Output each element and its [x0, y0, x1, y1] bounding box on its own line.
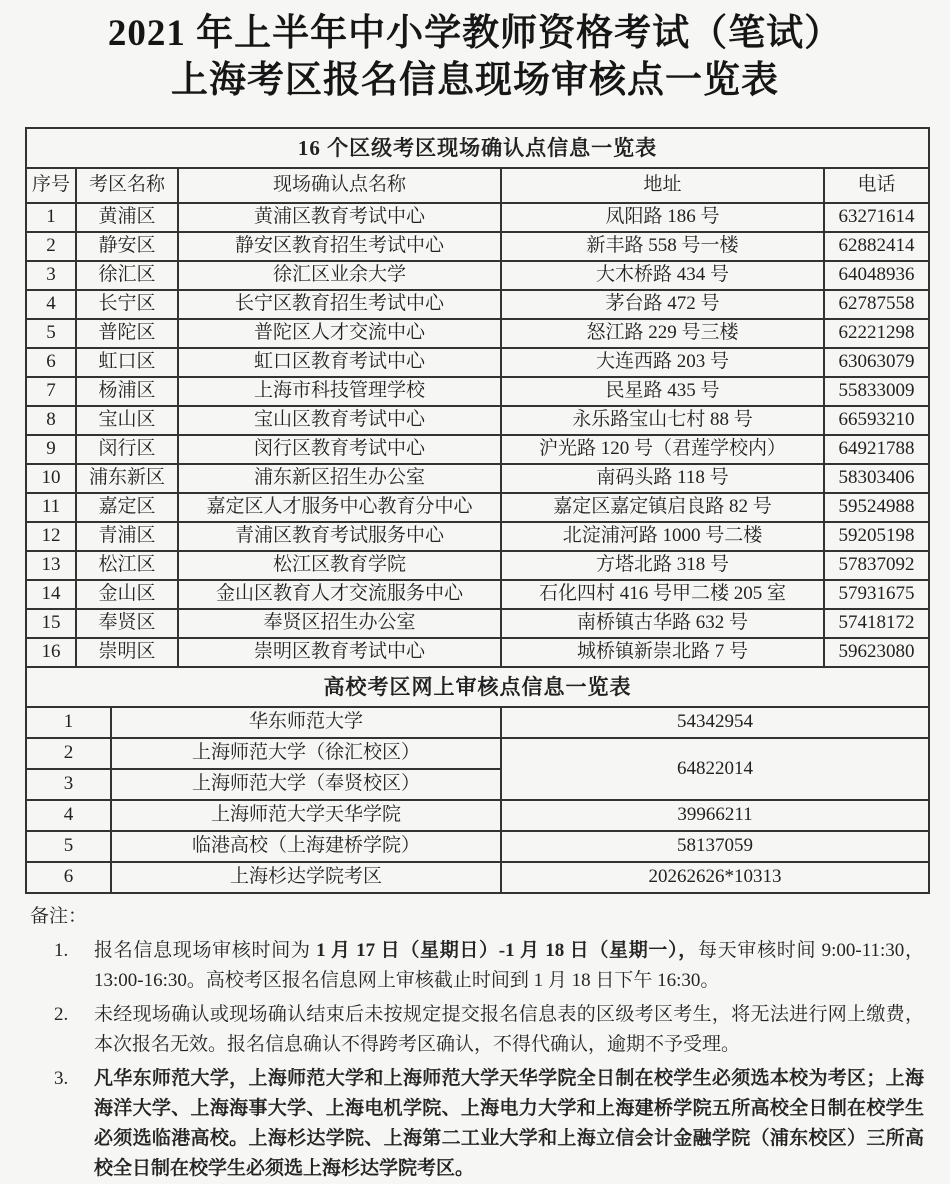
cell-address: 沪光路 120 号（君莲学校内）: [501, 435, 824, 464]
cell-site-name: 徐汇区业余大学: [178, 261, 501, 290]
cell-phone: 39966211: [501, 800, 929, 831]
cell-phone: 59524988: [824, 493, 929, 522]
cell-phone: 66593210: [824, 406, 929, 435]
cell-index: 3: [26, 261, 76, 290]
note-item: [30, 1000, 924, 1060]
note-text: [94, 1000, 924, 1060]
table-row: [26, 800, 929, 831]
note-item: [30, 1064, 924, 1184]
cell-phone: 63063079: [824, 348, 929, 377]
cell-site-name: 静安区教育招生考试中心: [178, 232, 501, 261]
note-segment: 1 月 17 日（星期日）-1 月 18 日（星期一），: [316, 939, 699, 961]
cell-index: 9: [26, 435, 76, 464]
cell-university-name: 上海师范大学（奉贤校区）: [111, 769, 501, 800]
cell-district-name: 金山区: [76, 580, 178, 609]
note-item: [30, 936, 924, 996]
cell-index: 15: [26, 609, 76, 638]
cell-address: 大连西路 203 号: [501, 348, 824, 377]
cell-university-name: 上海师范大学天华学院: [111, 800, 501, 831]
cell-index: 6: [26, 862, 111, 893]
cell-address: 方塔北路 318 号: [501, 551, 824, 580]
cell-district-name: 奉贤区: [76, 609, 178, 638]
cell-district-name: 黄浦区: [76, 203, 178, 232]
col-header-address: 地址: [501, 168, 824, 203]
district-table-body: [26, 203, 929, 667]
table-row: [26, 232, 929, 261]
table-row: [26, 493, 929, 522]
cell-index: 1: [26, 707, 111, 738]
note-text: [94, 936, 924, 996]
cell-phone: 58137059: [501, 831, 929, 862]
table-row: [26, 203, 929, 232]
cell-phone: 64048936: [824, 261, 929, 290]
notes-label: 备注：: [30, 905, 88, 927]
col-header-index: 序号: [26, 168, 76, 203]
cell-phone: 64921788: [824, 435, 929, 464]
cell-district-name: 宝山区: [76, 406, 178, 435]
cell-index: 2: [26, 738, 111, 769]
district-section-row: [26, 128, 929, 168]
cell-address: 凤阳路 186 号: [501, 203, 824, 232]
cell-site-name: 黄浦区教育考试中心: [178, 203, 501, 232]
note-segment: 报名信息现场审核时间为: [94, 939, 317, 961]
cell-phone: 57837092: [824, 551, 929, 580]
cell-phone: 20262626*10313: [501, 862, 929, 893]
note-number: 2.: [54, 1003, 69, 1025]
cell-district-name: 虹口区: [76, 348, 178, 377]
cell-university-name: 上海杉达学院考区: [111, 862, 501, 893]
notes-list: [30, 936, 924, 1184]
table-row: [26, 551, 929, 580]
cell-phone: 63271614: [824, 203, 929, 232]
table-row: [26, 738, 929, 769]
cell-university-name: 临港高校（上海建桥学院）: [111, 831, 501, 862]
note-segment: 凡华东师范大学，上海师范大学和上海师范大学天华学院全日制在校学生必须选本校为考区；上海海洋大学、上海海事大学、上海电机学院、上海电力大学和上海建桥学院五所高校全日制在校学生必须选临港高校。上海杉达学院、上海第二工业大学和上海立信会计金融学院（浦东校区）三所高校全日制在校学生必须选上海杉达学院考区。: [94, 1067, 924, 1179]
cell-index: 14: [26, 580, 76, 609]
cell-site-name: 崇明区教育考试中心: [178, 638, 501, 667]
cell-district-name: 静安区: [76, 232, 178, 261]
table-row: [26, 348, 929, 377]
cell-phone: 64822014: [501, 738, 929, 800]
col-header-site: 现场确认点名称: [178, 168, 501, 203]
cell-district-name: 青浦区: [76, 522, 178, 551]
cell-district-name: 闵行区: [76, 435, 178, 464]
cell-site-name: 松江区教育学院: [178, 551, 501, 580]
note-number: 1.: [54, 939, 69, 961]
table-row: [26, 261, 929, 290]
table-row: [26, 290, 929, 319]
note-segment: 未经现场确认或现场确认结束后未按规定提交报名信息表的区级考区考生，将无法进行网上缴费，本次报名无效。报名信息确认不得跨考区确认，不得代确认，逾期不予受理。: [94, 1003, 924, 1055]
cell-address: 永乐路宝山七村 88 号: [501, 406, 824, 435]
table-row: [26, 707, 929, 738]
cell-phone: 62221298: [824, 319, 929, 348]
cell-phone: 62882414: [824, 232, 929, 261]
cell-address: 北淀浦河路 1000 号二楼: [501, 522, 824, 551]
table-row: [26, 522, 929, 551]
col-header-phone: 电话: [824, 168, 929, 203]
cell-address: 怒江路 229 号三楼: [501, 319, 824, 348]
university-table-section-title: 高校考区网上审核点信息一览表: [26, 667, 929, 707]
cell-site-name: 长宁区教育招生考试中心: [178, 290, 501, 319]
page-title: [0, 0, 950, 105]
table-row: [26, 580, 929, 609]
university-section-row: [26, 667, 929, 707]
cell-district-name: 浦东新区: [76, 464, 178, 493]
cell-address: 南桥镇古华路 632 号: [501, 609, 824, 638]
table-row: [26, 464, 929, 493]
notes-section: [30, 902, 924, 1184]
cell-phone: 62787558: [824, 290, 929, 319]
cell-address: 南码头路 118 号: [501, 464, 824, 493]
cell-site-name: 嘉定区人才服务中心教育分中心: [178, 493, 501, 522]
cell-index: 3: [26, 769, 111, 800]
cell-site-name: 上海市科技管理学校: [178, 377, 501, 406]
cell-university-name: 上海师范大学（徐汇校区）: [111, 738, 501, 769]
district-table-header-row: [26, 168, 929, 203]
university-table: [25, 666, 930, 894]
cell-site-name: 虹口区教育考试中心: [178, 348, 501, 377]
table-row: [26, 377, 929, 406]
cell-address: 石化四村 416 号甲二楼 205 室: [501, 580, 824, 609]
table-row: [26, 319, 929, 348]
note-segment: 每天审核时间 9:00-11:30，13:00-16:30。高校考区报名信息网上审核截止时间到 1 月 18 日下午 16:30。: [94, 939, 925, 991]
cell-site-name: 闵行区教育考试中心: [178, 435, 501, 464]
cell-index: 13: [26, 551, 76, 580]
cell-phone: 57418172: [824, 609, 929, 638]
cell-district-name: 长宁区: [76, 290, 178, 319]
cell-university-name: 华东师范大学: [111, 707, 501, 738]
col-header-district: 考区名称: [76, 168, 178, 203]
table-row: [26, 435, 929, 464]
cell-phone: 57931675: [824, 580, 929, 609]
table-row: [26, 831, 929, 862]
cell-index: 7: [26, 377, 76, 406]
cell-index: 2: [26, 232, 76, 261]
cell-phone: 59205198: [824, 522, 929, 551]
note-number: 3.: [54, 1067, 69, 1089]
cell-site-name: 奉贤区招生办公室: [178, 609, 501, 638]
cell-index: 4: [26, 290, 76, 319]
cell-phone: 58303406: [824, 464, 929, 493]
cell-index: 1: [26, 203, 76, 232]
cell-phone: 59623080: [824, 638, 929, 667]
cell-address: 嘉定区嘉定镇启良路 82 号: [501, 493, 824, 522]
cell-index: 10: [26, 464, 76, 493]
cell-address: 大木桥路 434 号: [501, 261, 824, 290]
table-row: [26, 609, 929, 638]
cell-index: 11: [26, 493, 76, 522]
cell-district-name: 松江区: [76, 551, 178, 580]
cell-district-name: 杨浦区: [76, 377, 178, 406]
cell-phone: 55833009: [824, 377, 929, 406]
cell-site-name: 青浦区教育考试服务中心: [178, 522, 501, 551]
district-table-section-title: 16 个区级考区现场确认点信息一览表: [26, 128, 929, 168]
cell-index: 4: [26, 800, 111, 831]
cell-index: 8: [26, 406, 76, 435]
university-table-body: [26, 707, 929, 893]
title-line-2: 上海考区报名信息现场审核点一览表: [171, 60, 779, 102]
cell-district-name: 崇明区: [76, 638, 178, 667]
cell-index: 5: [26, 319, 76, 348]
cell-index: 5: [26, 831, 111, 862]
cell-district-name: 嘉定区: [76, 493, 178, 522]
cell-site-name: 金山区教育人才交流服务中心: [178, 580, 501, 609]
cell-district-name: 普陀区: [76, 319, 178, 348]
table-row: [26, 638, 929, 667]
district-table: [25, 127, 930, 668]
note-text: [94, 1064, 924, 1184]
cell-index: 6: [26, 348, 76, 377]
cell-site-name: 宝山区教育考试中心: [178, 406, 501, 435]
cell-site-name: 普陀区人才交流中心: [178, 319, 501, 348]
cell-phone: 54342954: [501, 707, 929, 738]
title-line-1: 2021 年上半年中小学教师资格考试（笔试）: [107, 13, 843, 54]
cell-index: 12: [26, 522, 76, 551]
cell-address: 茅台路 472 号: [501, 290, 824, 319]
cell-address: 城桥镇新崇北路 7 号: [501, 638, 824, 667]
cell-site-name: 浦东新区招生办公室: [178, 464, 501, 493]
cell-address: 民星路 435 号: [501, 377, 824, 406]
cell-district-name: 徐汇区: [76, 261, 178, 290]
cell-index: 16: [26, 638, 76, 667]
table-row: [26, 406, 929, 435]
cell-address: 新丰路 558 号一楼: [501, 232, 824, 261]
table-row: [26, 862, 929, 893]
